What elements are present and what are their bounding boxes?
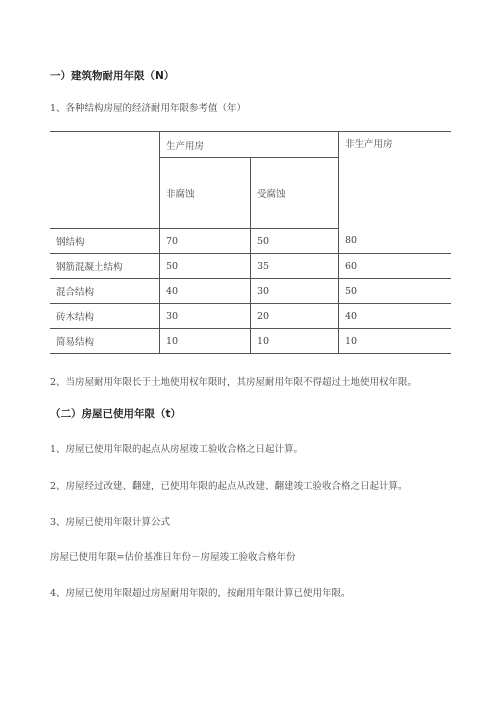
paragraph-formula: 房屋已使用年限=估价基准日年份－房屋竣工验收合格年份 <box>50 552 296 563</box>
table-row <box>50 304 451 329</box>
table-row <box>50 329 451 354</box>
cell-corrosive: 30 <box>251 279 339 304</box>
table-row <box>50 254 451 279</box>
cell-corrosive: 10 <box>251 329 339 354</box>
cell-non-production: 50 <box>339 279 452 304</box>
table-header-non-corrosive: 非腐蚀 <box>160 158 251 229</box>
cell-non-corrosive: 10 <box>160 329 251 354</box>
row-label: 简易结构 <box>50 329 160 354</box>
paragraph-exceed-limit: 4、房屋已使用年限超过房屋耐用年限的，按耐用年限计算已使用年限。 <box>50 588 351 599</box>
table-header-non-production: 非生产用房 <box>339 132 452 229</box>
cell-non-production: 10 <box>339 329 452 354</box>
cell-corrosive: 35 <box>251 254 339 279</box>
paragraph-land-use-limit: 2、当房屋耐用年限长于土地使用权年限时，其房屋耐用年限不得超过土地使用权年限。 <box>50 377 418 388</box>
table-row <box>50 279 451 304</box>
cell-non-production: 40 <box>339 304 452 329</box>
paragraph-formula-title: 3、房屋已使用年限计算公式 <box>50 517 171 528</box>
table-header-blank-2 <box>50 158 160 229</box>
table-row <box>50 229 451 254</box>
cell-non-corrosive: 30 <box>160 304 251 329</box>
cell-non-corrosive: 40 <box>160 279 251 304</box>
row-label: 钢结构 <box>50 229 160 254</box>
table-header-production: 生产用房 <box>160 132 339 158</box>
table-header-blank <box>50 132 160 158</box>
cell-corrosive: 50 <box>251 229 339 254</box>
paragraph-renovation: 2、房屋经过改建、翻建，已使用年限的起点从改建、翻建竣工验收合格之日起计算。 <box>50 481 408 492</box>
cell-non-production: 80 <box>339 229 452 254</box>
section-heading-durable-years: 一）建筑物耐用年限（N） <box>50 70 175 82</box>
durable-years-table <box>50 131 451 354</box>
paragraph-start-point: 1、房屋已使用年限的起点从房屋竣工验收合格之日起计算。 <box>50 444 304 455</box>
section-heading-used-years: （二）房屋已使用年限（t） <box>50 408 182 420</box>
row-label: 混合结构 <box>50 279 160 304</box>
cell-corrosive: 20 <box>251 304 339 329</box>
cell-non-corrosive: 70 <box>160 229 251 254</box>
row-label: 砖木结构 <box>50 304 160 329</box>
row-label: 钢筋混凝土结构 <box>50 254 160 279</box>
cell-non-corrosive: 50 <box>160 254 251 279</box>
table-header-corrosive: 受腐蚀 <box>251 158 339 229</box>
paragraph-reference-values: 1、各种结构房屋的经济耐用年限参考值（年） <box>50 103 247 114</box>
cell-non-production: 60 <box>339 254 452 279</box>
